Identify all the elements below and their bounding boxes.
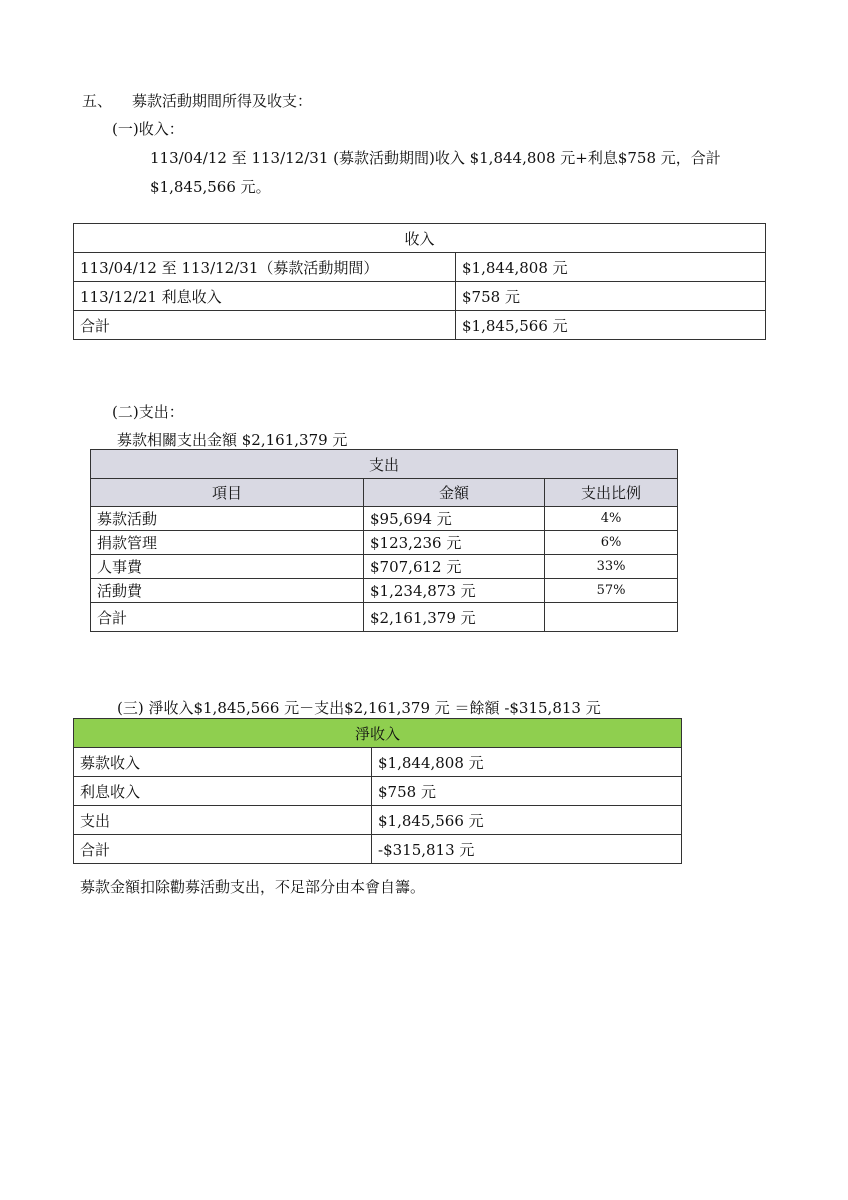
section-number: 五、 [82,92,113,110]
table-row [74,806,682,835]
table-row [74,311,766,340]
net-row-value: $1,844,808 元 [372,748,682,777]
expense-amount: $95,694 元 [364,507,545,531]
expense-amount: $1,234,873 元 [364,579,545,603]
section-title: 募款活動期間所得及收支： [132,92,313,110]
expense-ratio: 33% [545,555,678,579]
net-row-label: 募款收入 [74,748,372,777]
expense-item: 捐款管理 [91,531,364,555]
expense-table [90,449,678,632]
column-header-amount: 金額 [364,479,545,507]
income-row-value: $758 元 [456,282,766,311]
income-table [73,223,766,340]
expense-summary: 募款相關支出金額 $2,161,379 元 [117,431,348,449]
net-note: 募款金額扣除勸募活動支出，不足部分由本會自籌。 [80,878,426,896]
table-row [91,507,678,531]
income-paragraph-line2: $1,845,566 元。 [150,178,271,196]
income-row-value: $1,844,808 元 [456,253,766,282]
net-row-value: $1,845,566 元 [372,806,682,835]
net-table-header: 淨收入 [74,719,682,748]
table-row [91,531,678,555]
income-row-label: 113/12/21 利息收入 [74,282,456,311]
net-table [73,718,682,864]
column-header-ratio: 支出比例 [545,479,678,507]
income-row-label: 113/04/12 至 113/12/31（募款活動期間） [74,253,456,282]
net-row-label: 合計 [74,835,372,864]
table-row [74,253,766,282]
expense-amount: $707,612 元 [364,555,545,579]
table-row [74,835,682,864]
table-row [74,748,682,777]
column-header-item: 項目 [91,479,364,507]
income-row-label: 合計 [74,311,456,340]
expense-item: 合計 [91,603,364,632]
expense-item: 募款活動 [91,507,364,531]
expense-ratio: 4% [545,507,678,531]
table-row [74,777,682,806]
expense-item: 活動費 [91,579,364,603]
table-row [74,282,766,311]
expense-amount: $2,161,379 元 [364,603,545,632]
expense-heading: (二)支出： [112,403,184,421]
income-table-header: 收入 [74,224,766,253]
expense-table-header: 支出 [91,450,678,479]
net-row-label: 利息收入 [74,777,372,806]
income-heading: (一)收入： [112,120,184,138]
table-row [91,579,678,603]
expense-item: 人事費 [91,555,364,579]
table-row [91,603,678,632]
income-row-value: $1,845,566 元 [456,311,766,340]
expense-ratio [545,603,678,632]
net-row-label: 支出 [74,806,372,835]
net-row-value: $758 元 [372,777,682,806]
net-row-value: -$315,813 元 [372,835,682,864]
net-heading: (三) 淨收入$1,845,566 元－支出$2,161,379 元 ＝餘額 -$315,813 元 [117,699,601,717]
expense-amount: $123,236 元 [364,531,545,555]
income-paragraph-line1: 113/04/12 至 113/12/31 (募款活動期間)收入 $1,844,808 元+利息$758 元，合計 [150,149,721,167]
expense-ratio: 57% [545,579,678,603]
table-row [91,555,678,579]
expense-ratio: 6% [545,531,678,555]
